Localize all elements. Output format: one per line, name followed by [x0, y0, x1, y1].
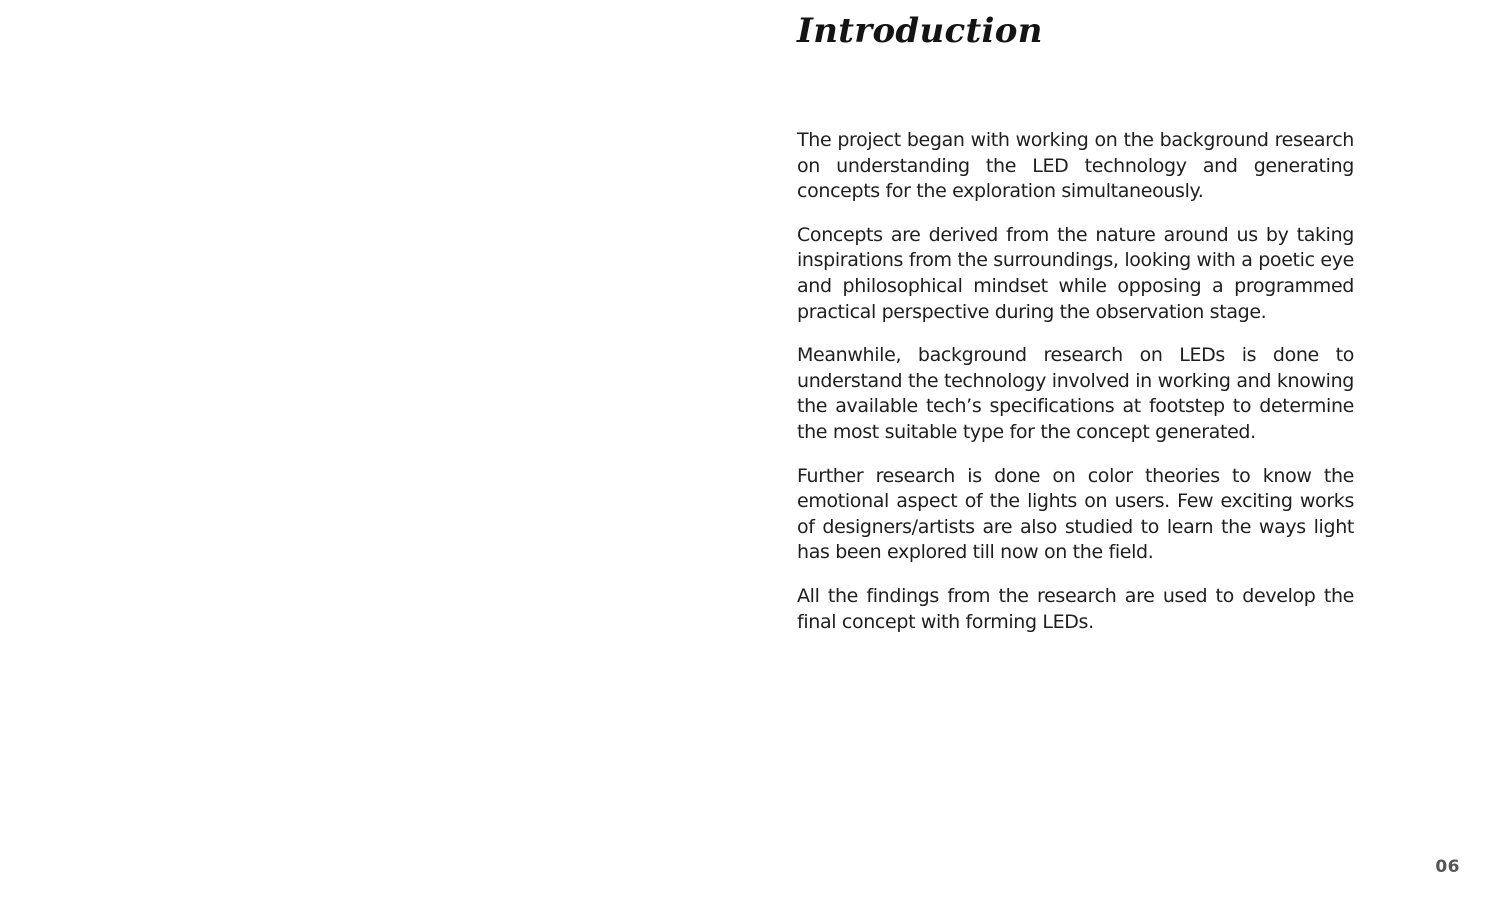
page-number: 06 [1435, 857, 1460, 877]
page-title: Introduction [797, 11, 1043, 51]
body-text [797, 128, 1354, 653]
paragraph-2: Concepts are derived from the nature around us by taking inspirations from the surroundings, looking with a poetic eye and philosophical mindset while opposing a programmed practical perspective during the observation stage. [797, 223, 1354, 323]
paragraph-3: Meanwhile, background research on LEDs is done to understand the technology involved in working and knowing the available tech’s specifications at footstep to determine the most suitable type for the concept generated. [797, 344, 1354, 443]
paragraph-4: Further research is done on color theories to know the emotional aspect of the lights on users. Few exciting works of designers/artists are also studied to learn the ways light has been explored till now on the field. [797, 464, 1354, 564]
paragraph-5: All the findings from the research are used to develop the final concept with forming LEDs. [797, 584, 1354, 633]
paragraph-1: The project began with working on the background research on understanding the LED technology and generating concepts for the exploration simultaneously. [797, 129, 1354, 203]
right-page [750, 0, 1500, 900]
